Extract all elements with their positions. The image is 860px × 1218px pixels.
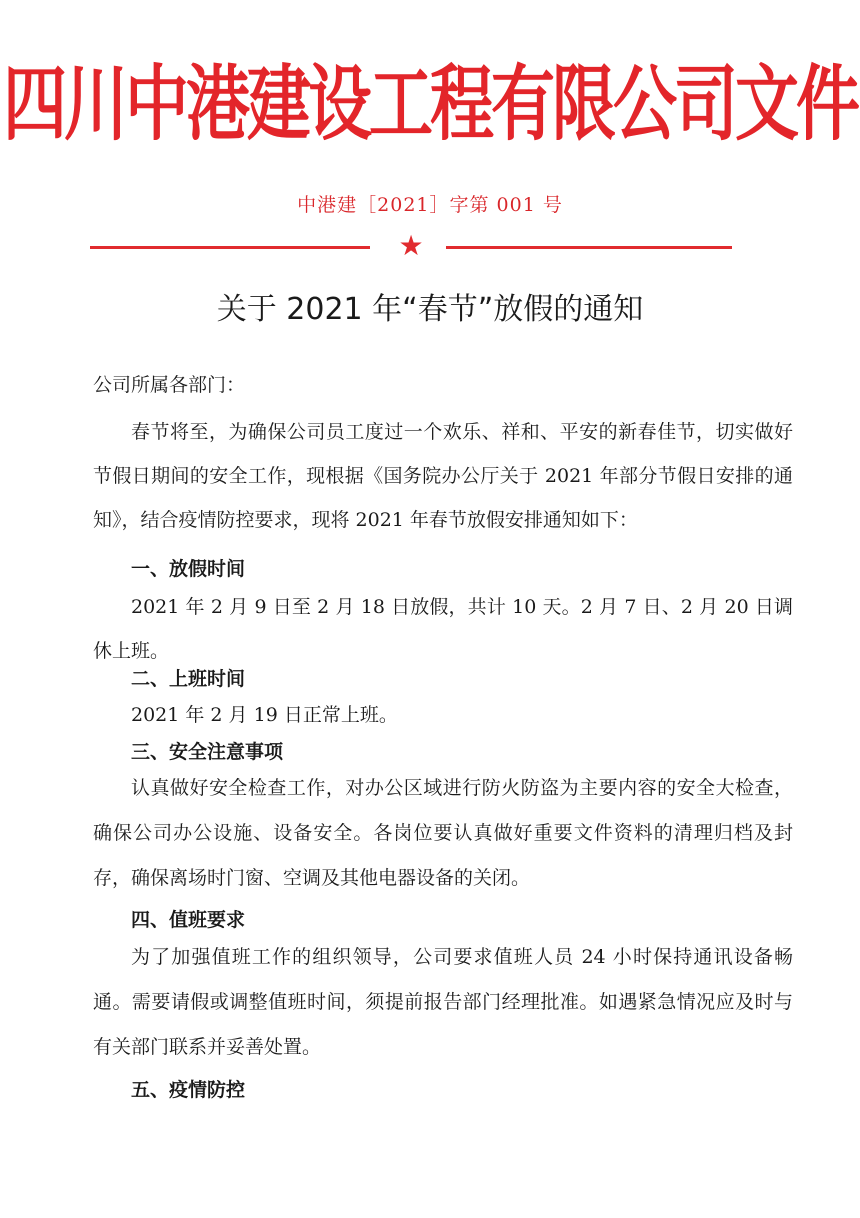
section-heading-holiday-time: 一、放假时间 xyxy=(131,558,246,580)
section-text-safety: 认真做好安全检查工作，对办公区域进行防火防盗为主要内容的安全大检查，确保公司办公设施、设备安全。各岗位要认真做好重要文件资料的清理归档及封存，确保离场时门窗、空调及其他电器设备的关闭。 xyxy=(93,777,793,889)
red-divider xyxy=(90,229,732,262)
document-number: 中港建［2021］字第 001 号 xyxy=(297,194,563,216)
company-masthead: 四川中港建设工程有限公司文件 xyxy=(3,57,857,153)
divider-line-left xyxy=(90,246,370,249)
section-text-duty: 为了加强值班工作的组织领导，公司要求值班人员 24 小时保持通讯设备畅通。需要请假或调整值班时间，须提前报告部门经理批准。如遇紧急情况应及时与有关部门联系并妥善处置。 xyxy=(93,946,793,1058)
intro-paragraph: 春节将至，为确保公司员工度过一个欢乐、祥和、平安的新春佳节，切实做好节假日期间的安全工作，现根据《国务院办公厅关于 2021 年部分节假日安排的通知》，结合疫情防控要求，现将 2021 年春节放假安排通知如下： xyxy=(93,421,793,531)
star-icon: ★ xyxy=(398,229,424,262)
section-heading-duty: 四、值班要求 xyxy=(131,909,246,931)
salutation: 公司所属各部门： xyxy=(93,374,246,396)
section-text-work-time: 2021 年 2 月 19 日正常上班。 xyxy=(131,704,398,726)
section-heading-work-time: 二、上班时间 xyxy=(131,668,246,690)
divider-line-right xyxy=(446,246,732,249)
notice-title: 关于 2021 年“春节”放假的通知 xyxy=(216,292,644,327)
section-heading-epidemic: 五、疫情防控 xyxy=(131,1079,246,1101)
section-heading-safety: 三、安全注意事项 xyxy=(131,741,284,763)
section-text-holiday-time: 2021 年 2 月 9 日至 2 月 18 日放假，共计 10 天。2 月 7 日、2 月 20 日调休上班。 xyxy=(93,596,793,662)
